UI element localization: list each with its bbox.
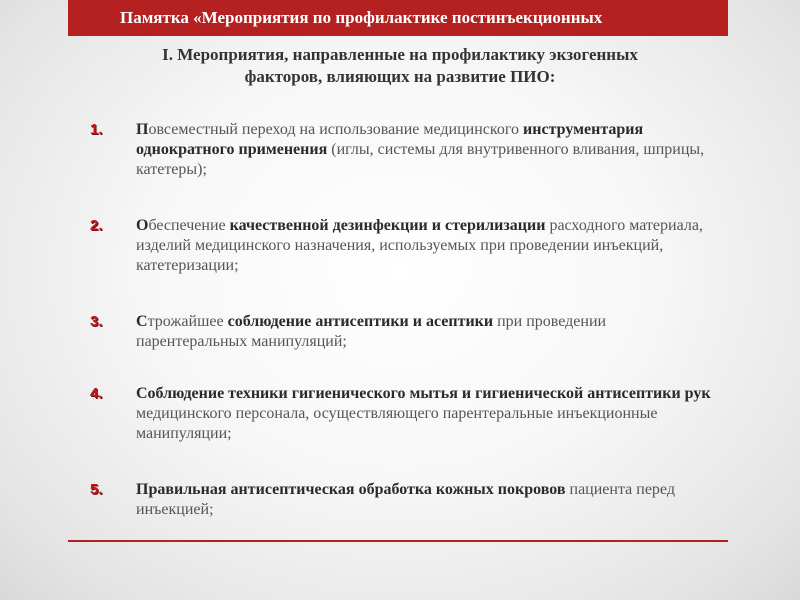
item-text-emphasis: Соблюдение техники гигиенического мытья и гигиенической антисептики рук (136, 385, 711, 402)
item-text-run: беспечение (148, 217, 230, 234)
item-text-emphasis: качественной дезинфекции и стерилизации (229, 217, 546, 234)
slide-title: Памятка «Мероприятия по профилактике постинъекционных (120, 8, 603, 27)
item-text-run: при проведении парентеральных манипуляций; (136, 313, 607, 350)
item-text-run: (иглы, системы для внутривенного вливания, шприцы, катетеры); (136, 141, 705, 178)
item-text-emphasis: С (136, 313, 148, 330)
item-text (136, 384, 721, 444)
item-text-run: овсеместный переход на использование медицинского (148, 121, 524, 138)
item-text-run: пациента перед инъекцией; (136, 481, 675, 518)
item-number: 1. (90, 121, 103, 138)
item-number: 5. (90, 481, 103, 498)
item-text-run: медицинского персонала, осуществляющего парентеральные инъекционные манипуляции; (136, 405, 658, 442)
item-text-run: расходного материала, изделий медицинского назначения, используемых при проведении инъекций, катетеризации; (136, 217, 703, 274)
item-text (136, 480, 721, 520)
item-text-emphasis: Правильная антисептическая обработка кожных покровов (136, 481, 566, 498)
item-text-run: трожайшее (147, 313, 228, 330)
bottom-divider (68, 540, 728, 542)
item-text (136, 216, 721, 276)
item-number: 4. (90, 385, 103, 402)
section-heading-line-2: факторов, влияющих на развитие ПИО: (244, 67, 556, 86)
item-number: 3. (90, 313, 103, 330)
section-heading-line-1: I. Мероприятия, направленные на профилактику экзогенных (162, 45, 638, 64)
item-text (136, 312, 721, 352)
item-text-emphasis: соблюдение антисептики и асептики (227, 313, 494, 330)
item-text-emphasis: инструментария однократного применения (136, 121, 644, 158)
item-number: 2. (90, 217, 103, 234)
item-text-emphasis: П (136, 121, 149, 138)
item-text (136, 120, 721, 180)
item-text-emphasis: О (136, 217, 149, 234)
